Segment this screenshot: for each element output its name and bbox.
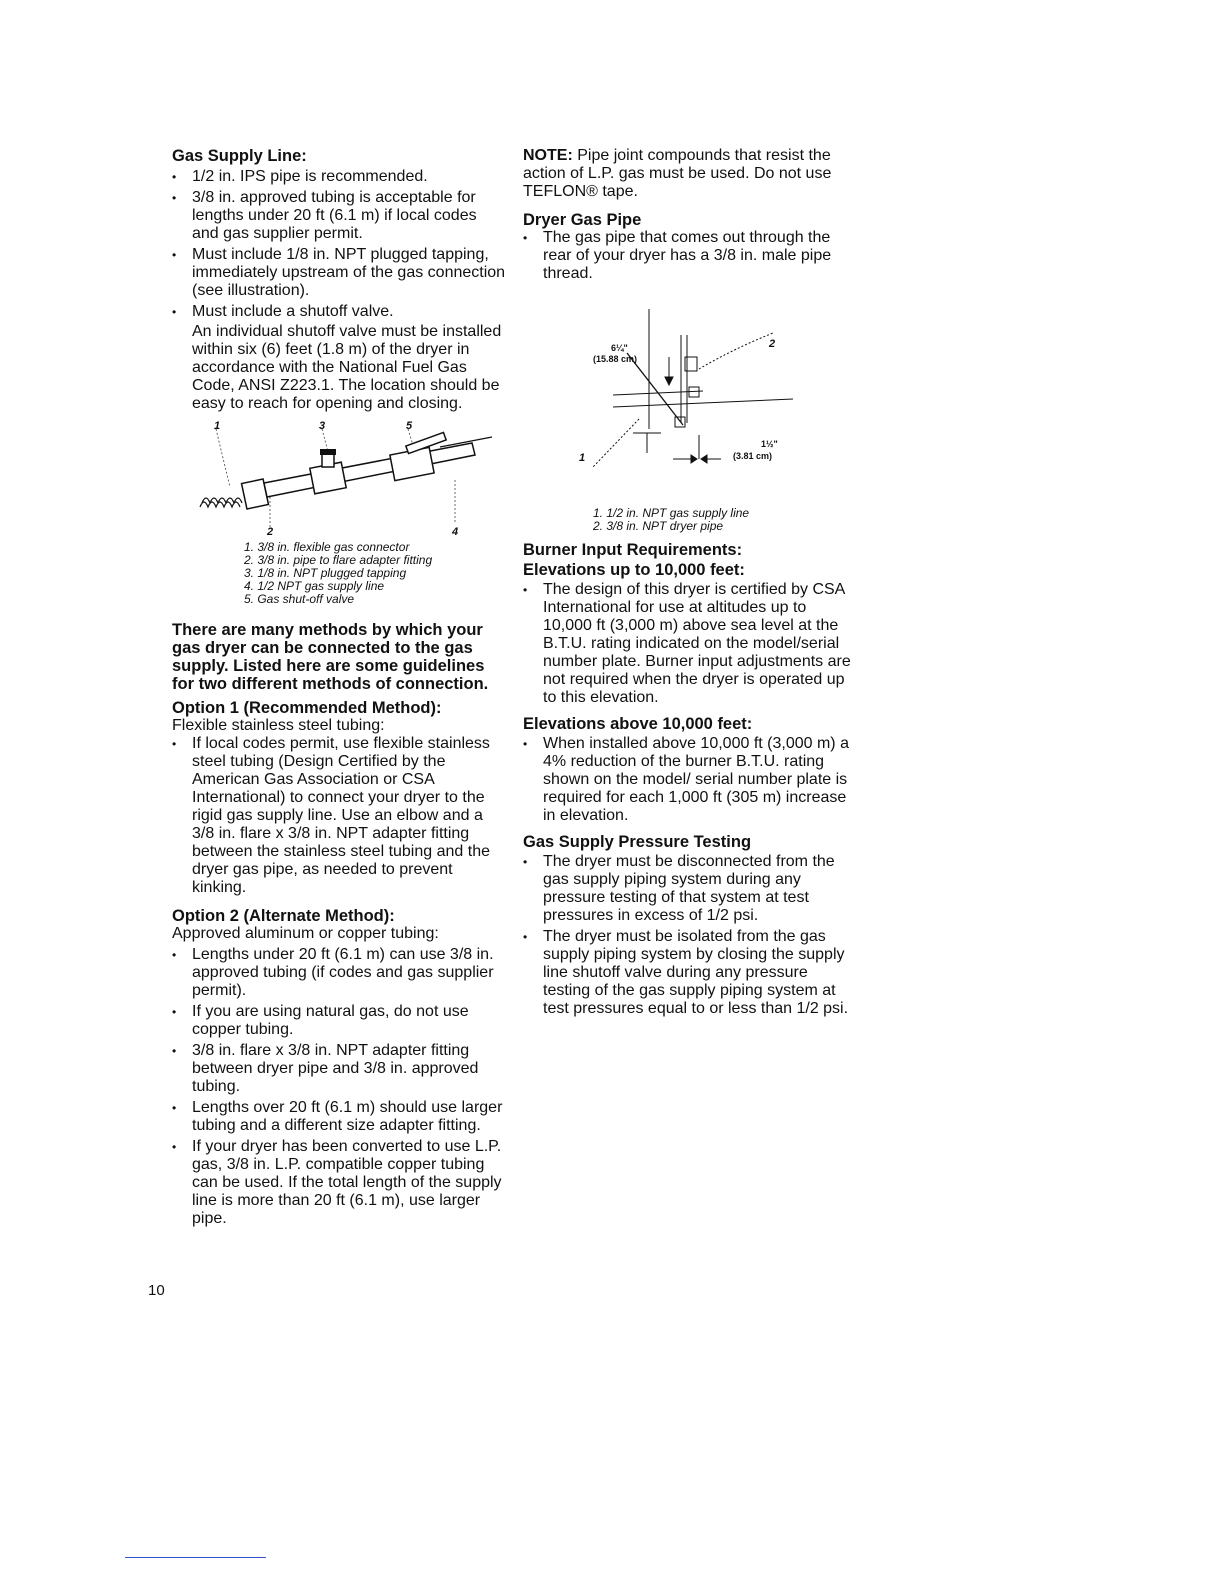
dryer-pipe-illustration xyxy=(523,289,858,499)
shutoff-paragraph: An individual shutoff valve must be installed within six (6) feet (1.8 m) of the dryer in accordance with the National Fuel Gas Code, ANSI Z223.1. The location should be easy to reach for opening and closing. xyxy=(192,323,502,412)
figure1-label-2: 2 xyxy=(267,526,274,538)
list-item: • 1/2 in. IPS pipe is recommended. xyxy=(172,168,507,186)
gas-connection-illustration xyxy=(172,417,507,537)
figure1-label-4: 4 xyxy=(452,526,459,538)
figure1-label-3: 3 xyxy=(319,420,326,432)
figure2-label-1: 1 xyxy=(579,452,586,464)
list-item: • Lengths under 20 ft (6.1 m) can use 3/8 in. approved tubing (if codes and gas supplier permit). xyxy=(172,946,507,1000)
figure1-captions xyxy=(244,541,432,606)
dryer-pipe-list xyxy=(523,229,858,283)
footer-rule xyxy=(125,1557,266,1558)
figure1-label-5: 5 xyxy=(406,420,413,432)
list-item: • The design of this dryer is certified by CSA International for use at altitudes up to 10,000 ft (3,000 m) above sea level at the B.T.U. rating indicated on the model/serial number plate. Burner input adjustments are not required when the dryer is operated up to this elevation. xyxy=(523,581,858,707)
dimension-height-metric: (15.88 cm) xyxy=(593,354,638,364)
option1-subheading: Flexible stainless steel tubing: xyxy=(172,717,385,734)
figure-caption: 1. 1/2 in. NPT gas supply line xyxy=(593,506,750,520)
option1-heading: Option 1 (Recommended Method): xyxy=(172,699,442,717)
dryer-pipe-heading: Dryer Gas Pipe xyxy=(523,211,642,229)
page-number: 10 xyxy=(148,1282,165,1299)
burner-heading: Burner Input Requirements: xyxy=(523,541,743,559)
pressure-testing-list xyxy=(523,853,858,1018)
elevations-up-heading: Elevations up to 10,000 feet: xyxy=(523,561,745,579)
dimension-height: 6¼" xyxy=(611,343,628,353)
list-item: • The dryer must be disconnected from the gas supply piping system during any pressure testing of that system at test pressures in excess of 1/2 psi. xyxy=(523,853,858,925)
figure2-label-2: 2 xyxy=(769,338,776,350)
list-item: • Must include a shutoff valve. xyxy=(172,303,507,321)
list-item: • When installed above 10,000 ft (3,000 m) a 4% reduction of the burner B.T.U. rating shown on the model/ serial number plate is required for each 1,000 ft (305 m) increase in elevation. xyxy=(523,735,858,825)
list-item: • If local codes permit, use flexible stainless steel tubing (Design Certified by the American Gas Association or CSA International) to connect your dryer to the rigid gas supply line. Use an elbow and a 3/8 in. flare x 3/8 in. NPT adapter fitting between the stainless steel tubing and the dryer gas pipe, as needed to prevent kinking. xyxy=(172,735,507,897)
dimension-offset: 1½" xyxy=(761,439,778,449)
figure-caption: 2. 3/8 in. NPT dryer pipe xyxy=(593,519,724,533)
note-paragraph xyxy=(523,147,858,201)
figure2-captions xyxy=(593,507,749,533)
pressure-testing-heading: Gas Supply Pressure Testing xyxy=(523,833,752,851)
note-label: NOTE: xyxy=(523,147,573,164)
list-item: • Must include 1/8 in. NPT plugged tapping, immediately upstream of the gas connection (see illustration). xyxy=(172,246,507,300)
figure-caption: 3. 1/8 in. NPT plugged tapping xyxy=(244,566,407,580)
note-text: Pipe joint compounds that resist the action of L.P. gas must be used. Do not use TEFLON® tape. xyxy=(523,147,832,200)
option1-list xyxy=(172,735,507,897)
dimension-offset-metric: (3.81 cm) xyxy=(733,451,773,461)
list-item: • If your dryer has been converted to use L.P. gas, 3/8 in. L.P. compatible copper tubing can be used. If the total length of the supply line is more than 20 ft (6.1 m), use larger pipe. xyxy=(172,1138,507,1228)
gas-supply-heading: Gas Supply Line: xyxy=(172,147,307,165)
gas-connection-figure xyxy=(172,417,507,617)
list-item: • 3/8 in. flare x 3/8 in. NPT adapter fitting between dryer pipe and 3/8 in. approved tubing. xyxy=(172,1042,507,1096)
left-column xyxy=(172,147,507,1228)
figure-caption: 4. 1/2 NPT gas supply line xyxy=(244,579,385,593)
list-item: • The dryer must be isolated from the gas supply piping system by closing the supply line shutoff valve during any pressure testing of the gas supply piping system at test pressures equal to or less than 1/2 psi. xyxy=(523,928,858,1018)
elevations-above-heading: Elevations above 10,000 feet: xyxy=(523,715,753,733)
dryer-pipe-figure xyxy=(523,289,858,541)
methods-heading: There are many methods by which your gas dryer can be connected to the gas supply. Listed here are some guidelines for two different methods of connection. xyxy=(172,621,489,693)
figure-caption: 2. 3/8 in. pipe to flare adapter fitting xyxy=(244,553,433,567)
list-item: • If you are using natural gas, do not use copper tubing. xyxy=(172,1003,507,1039)
option2-subheading: Approved aluminum or copper tubing: xyxy=(172,925,439,942)
option2-list xyxy=(172,946,507,1228)
elevations-above-list xyxy=(523,735,858,825)
option2-heading: Option 2 (Alternate Method): xyxy=(172,907,395,925)
figure1-label-1: 1 xyxy=(214,420,221,432)
list-item: • The gas pipe that comes out through the rear of your dryer has a 3/8 in. male pipe thread. xyxy=(523,229,858,283)
list-item: • Lengths over 20 ft (6.1 m) should use larger tubing and a different size adapter fitting. xyxy=(172,1099,507,1135)
figure-caption: 1. 3/8 in. flexible gas connector xyxy=(244,540,410,554)
elevations-up-list xyxy=(523,581,858,707)
list-item: • 3/8 in. approved tubing is acceptable for lengths under 20 ft (6.1 m) if local codes and gas supplier permit. xyxy=(172,189,507,243)
right-column xyxy=(523,147,858,1018)
gas-supply-list xyxy=(172,168,507,321)
figure-caption: 5. Gas shut-off valve xyxy=(244,592,355,606)
